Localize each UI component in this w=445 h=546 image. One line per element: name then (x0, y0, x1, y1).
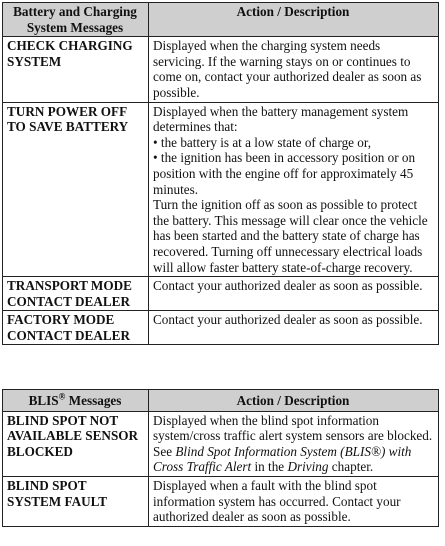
column-header-messages (3, 390, 149, 412)
table-row (3, 411, 439, 476)
description-text: Turn the ignition off as soon as possible to protect the battery. This message will clear once the vehicle has been started and the battery state of charge has recovered. Turning off unnecessary electrical loads will allow faster battery state-of-charge recovery. (153, 197, 428, 275)
description-text: in the (251, 459, 288, 475)
column-header-action: Action / Description (149, 390, 439, 412)
header-text: BLIS (28, 393, 59, 408)
registered-mark: ® (58, 391, 66, 402)
message-name: TURN POWER OFF TO SAVE BATTERY (3, 102, 149, 277)
bullet-item: • the battery is at a low state of charge or, (153, 134, 372, 150)
table-row (3, 476, 439, 526)
column-header-action: Action / Description (149, 3, 439, 37)
table-row (3, 37, 439, 102)
description-text: Displayed when the charging system needs servicing. If the warning stays on or continues to come on, contact your authorized dealer as soon as possible. (153, 38, 422, 100)
message-description (149, 37, 439, 102)
bullet-item: • the ignition has been in accessory position or on position with the engine off for approximately 45 minutes. (153, 150, 416, 197)
description-text: chapter. (328, 459, 374, 475)
table-row (3, 277, 439, 311)
chapter-reference: Driving (287, 459, 329, 475)
message-name: CHECK CHARGING SYSTEM (3, 37, 149, 102)
description-text: Contact your authorized dealer as soon as possible. (153, 312, 423, 328)
description-text: Displayed when the blind spot information system/cross traffic alert system sensors are blocked. See (153, 412, 433, 459)
message-description: Displayed when a fault with the blind spot information system has occurred. Contact your authorized dealer as soon as possible. (149, 476, 439, 526)
message-name: TRANSPORT MODE CONTACT DEALER (3, 277, 149, 311)
cross-reference-title: Blind Spot Information System (BLIS®) with Cross Traffic Alert (153, 443, 412, 475)
message-name: FACTORY MODE CONTACT DEALER (3, 311, 149, 345)
description-text: Displayed when the battery management system determines that: (153, 103, 409, 135)
description-text: Contact your authorized dealer as soon as possible. (153, 278, 423, 294)
column-header-messages: Battery and Charging System Messages (3, 3, 149, 37)
table-row (3, 311, 439, 345)
message-name: BLIND SPOT NOT AVAILABLE SENSOR BLOCKED (3, 411, 149, 476)
message-description (149, 102, 439, 277)
blis-messages-table (2, 389, 439, 527)
message-name: BLIND SPOT SYSTEM FAULT (3, 476, 149, 526)
message-description (149, 411, 439, 476)
message-description (149, 311, 439, 345)
battery-charging-messages-table (2, 2, 439, 345)
table-header-row (3, 390, 439, 412)
table-header-row (3, 3, 439, 37)
message-description (149, 277, 439, 311)
table-row (3, 102, 439, 277)
header-text: Messages (65, 393, 122, 408)
